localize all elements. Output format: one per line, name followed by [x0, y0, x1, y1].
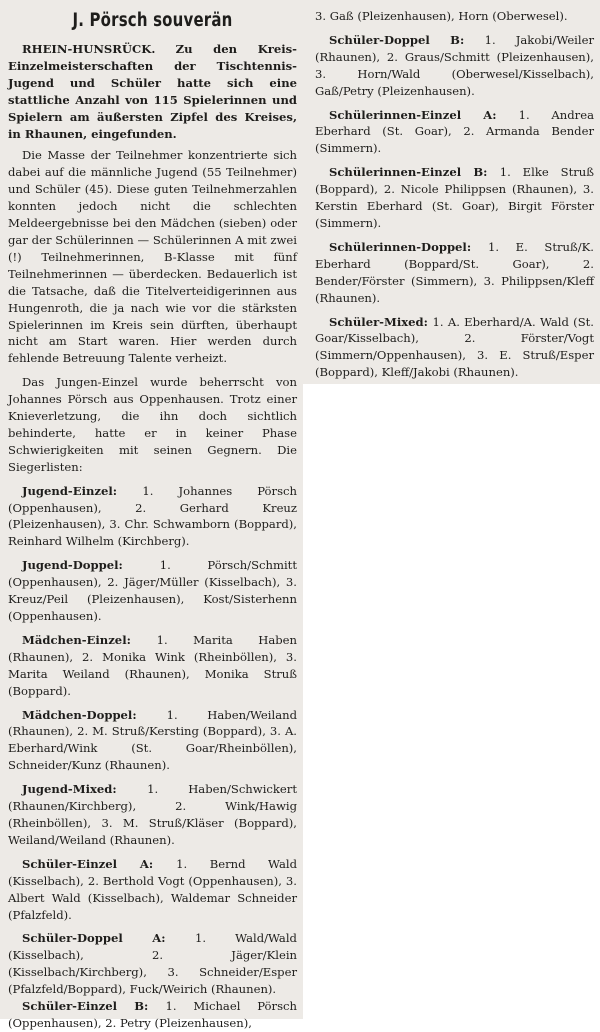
- intro-text: Zu den Kreis-Einzelmeisterschaften der Tischtennis-Jugend und Schüler hatte sich eine stattliche Anzahl von 115 Spielerinnen und Spielern am äußersten Zipfel des Kreises, in Rhaunen, eingefunden.: [8, 42, 297, 141]
- article-headline: J. Pörsch souverän: [72, 10, 233, 31]
- result-text: 1. Haben/Weiland (Rhaunen), 2. M. Struß/Kersting (Boppard), 3. A. Eberhard/Wink (St. Goar/Rheinböllen), Schneider/Kunz (Rhaunen).: [8, 707, 297, 773]
- result-category: Schüler-Einzel A:: [22, 856, 154, 871]
- result-text: 1. Andrea Eberhard (St. Goar), 2. Armanda Bender (Simmern).: [315, 107, 594, 156]
- result-text: 1. Elke Struß (Boppard), 2. Nicole Philippsen (Rhaunen), 3. Kerstin Eberhard (St. Goar), Birgit Förster (Simmern).: [315, 165, 594, 230]
- continuation-text: 3. Gaß (Pleizenhausen), Horn (Oberwesel).: [315, 9, 568, 23]
- result-entry: [315, 164, 594, 232]
- result-category: Schülerinnen-Doppel:: [329, 239, 472, 254]
- result-text: 1. Marita Haben (Rhaunen), 2. Monika Wink (Rheinböllen), 3. Marita Weiland (Rhaunen), Monika Struß (Boppard).: [8, 632, 297, 698]
- result-entry: [315, 314, 594, 382]
- result-category: Schüler-Doppel B:: [329, 32, 465, 47]
- result-text: 1. Jakobi/Weiler (Rhaunen), 2. Graus/Schmitt (Pleizenhausen), 3. Horn/Wald (Oberwesel/Kisselbach), Gaß/Petry (Pleizenhausen).: [315, 32, 594, 98]
- result-entry: [8, 930, 297, 998]
- body-paragraph-3: Das Jungen-Einzel wurde beherrscht von Johannes Pörsch aus Oppenhausen. Trotz einer Knieverletzung, die ihn doch sichtlich behinderte, hatte er in keiner Phase Schwierigkeiten mit seinen Gegnern. Die Siegerlisten:: [8, 375, 297, 474]
- result-entry: [315, 32, 594, 100]
- result-category: Jugend-Doppel:: [22, 558, 123, 573]
- result-entry: [8, 557, 297, 625]
- result-category: Jugend-Einzel:: [22, 483, 118, 498]
- result-text: 1. Pörsch/Schmitt (Oppenhausen), 2. Jäger/Müller (Kisselbach), 3. Kreuz/Peil (Pleizenhausen), Kost/Sisterhenn (Oppenhausen).: [8, 558, 297, 623]
- result-category: Jugend-Mixed:: [22, 782, 117, 797]
- result-category: Schüler-Einzel B:: [22, 999, 149, 1014]
- results-list-right: [315, 32, 594, 381]
- result-entry: [8, 632, 297, 700]
- body-paragraph-2: Die Masse der Teilnehmer konzentrierte sich dabei auf die männliche Jugend (55 Teilnehmer) und Schüler (45). Diese guten Teilnehmerzahlen konnten jedoch nicht die schlechten Meldeergebnisse bei den Mädchen (sieben) oder gar der Schülerinnen — Schülerinnen A mit zwei (!) Teilnehmerinnen, B-Klasse mit fünf Teilnehmerinnen — überdecken. Bedauerlich ist die Tatsache, daß die Titelverteidigerinnen aus Hungenroth, die ja nach wie vor die stärksten Spielerinnen im Kreis sein dürften, überhaupt nicht am Start waren. Hier werden durch fehlende Betreuung Talente verheizt.: [8, 148, 297, 366]
- result-category: Mädchen-Doppel:: [22, 707, 137, 722]
- dateline: RHEIN-HUNSRÜCK.: [22, 42, 156, 56]
- result-category: Schüler-Mixed:: [329, 314, 428, 329]
- result-category: Schülerinnen-Einzel B:: [329, 165, 488, 180]
- results-list-left: [8, 483, 297, 1032]
- result-category: Schülerinnen-Einzel A:: [329, 107, 497, 122]
- result-entry: [8, 707, 297, 775]
- result-entry: [8, 483, 297, 551]
- result-text: 1. Haben/Schwickert (Rhaunen/Kirchberg), 2. Wink/Hawig (Rheinböllen), 3. M. Struß/Kläser (Boppard), Weiland/Weiland (Rhaunen).: [8, 782, 297, 847]
- result-entry: [315, 107, 594, 158]
- result-entry: [315, 239, 594, 307]
- result-text: 1. Johannes Pörsch (Oppenhausen), 2. Gerhard Kreuz (Pleizenhausen), 3. Chr. Schwamborn (Boppard), Reinhard Wilhelm (Kirchberg).: [8, 483, 297, 549]
- result-entry: [8, 856, 297, 924]
- result-category: Schüler-Doppel A:: [22, 931, 166, 946]
- result-entry: [8, 781, 297, 849]
- result-text: 1. Bernd Wald (Kisselbach), 2. Berthold Vogt (Oppenhausen), 3. Albert Wald (Kisselbach), Waldemar Schneider (Pfalzfeld).: [8, 856, 297, 922]
- result-category: Mädchen-Einzel:: [22, 632, 131, 647]
- result-text: 1. Michael Pörsch (Oppenhausen), 2. Petry (Pleizenhausen),: [8, 999, 297, 1030]
- result-text: 1. A. Eberhard/A. Wald (St. Goar/Kisselbach), 2. Förster/Vogt (Simmern/Oppenhausen), 3. E. Struß/Esper (Boppard), Kleff/Jakobi (Rhaunen).: [315, 314, 594, 380]
- article-right-column: [303, 0, 600, 384]
- result-text: 1. E. Struß/K. Eberhard (Boppard/St. Goar), 2. Bender/Förster (Simmern), 3. Philippsen/Kleff (Rhaunen).: [315, 239, 594, 305]
- result-entry: [8, 998, 297, 1032]
- intro-paragraph: [8, 41, 297, 142]
- result-text: 1. Wald/Wald (Kisselbach), 2. Jäger/Klein (Kisselbach/Kirchberg), 3. Schneider/Esper (Pfalzfeld/Boppard), Fuck/Weirich (Rhaunen).: [8, 931, 297, 997]
